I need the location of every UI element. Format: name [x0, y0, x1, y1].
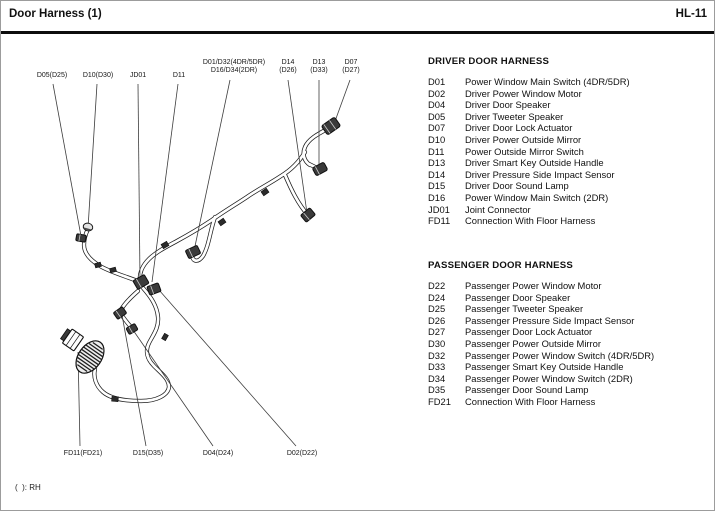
callout-text-line: (D26): [279, 67, 297, 75]
callout-text-line: D16/D34(2DR): [210, 67, 258, 75]
connector-description: Passenger Smart Key Outside Handle: [465, 361, 624, 373]
connector-description: Driver Tweeter Speaker: [465, 110, 564, 122]
connector-code: D13: [428, 157, 446, 169]
diagram-callout-label: [279, 59, 297, 76]
connector-list: [428, 76, 712, 227]
connector-d13: [312, 162, 328, 176]
connector-description: Power Outside Mirror Switch: [465, 145, 584, 157]
diagram-callout-label: [203, 450, 233, 458]
connector-code: FD21: [428, 395, 451, 407]
connector-description: Passenger Power Outside Mirror: [465, 337, 601, 349]
connector-description: Driver Power Outside Mirror: [465, 133, 582, 145]
connector-list-row: [428, 180, 712, 192]
connector-list-row: [428, 373, 712, 385]
connector-list-row: [428, 280, 712, 292]
connector-description: Passenger Pressure Side Impact Sensor: [465, 314, 635, 326]
connector-d02: [147, 283, 161, 296]
connector-code: FD11: [428, 215, 451, 227]
callout-text-line: D15(D35): [132, 450, 164, 457]
connector-description: Joint Connector: [465, 203, 531, 215]
connector-description: Passenger Power Window Switch (2DR): [465, 372, 633, 384]
connector-list-row: [428, 88, 712, 100]
connector-code: D32: [428, 349, 446, 361]
callout-text-line: D10(D30): [82, 72, 114, 79]
connector-code: D22: [428, 280, 446, 291]
rh-footnote: ( ): RH: [15, 483, 41, 492]
connector-list-row: [428, 157, 712, 169]
section-heading: DRIVER DOOR HARNESS: [428, 56, 550, 67]
connector-list: [428, 280, 712, 408]
diagram-callout-label: [37, 72, 67, 80]
connector-list-row: [428, 215, 712, 227]
callout-text-line: D13: [312, 59, 326, 66]
connector-code: D07: [428, 122, 446, 134]
connector-d10: [82, 222, 93, 232]
connector-list-row: [428, 338, 712, 350]
page-number: HL-11: [675, 8, 707, 20]
callout-text-line: (D33): [310, 67, 328, 75]
connector-list-row: [428, 192, 712, 204]
connector-code: D30: [428, 337, 446, 349]
connector-code: D16: [428, 191, 446, 203]
connector-description: Driver Smart Key Outside Handle: [465, 157, 604, 169]
connector-list-row: [428, 111, 712, 123]
connector-fd11: [59, 327, 83, 351]
connector-list-row: [428, 303, 712, 315]
connector-list-row: [428, 134, 712, 146]
connector-code: D14: [428, 168, 446, 180]
connector-description: Passenger Power Window Motor: [465, 280, 602, 291]
connector-list-row: [428, 315, 712, 327]
connector-list-row: [428, 99, 712, 111]
connector-code: D34: [428, 372, 446, 384]
connector-list-row: [428, 350, 712, 362]
connector-list-row: [428, 326, 712, 338]
connector-d01-d32: [185, 245, 201, 259]
harness-tubes: [84, 127, 331, 401]
diagram-callout-label: [83, 72, 113, 80]
connector-description: Passenger Door Sound Lamp: [465, 384, 589, 396]
harness-clips: [95, 188, 269, 401]
connector-list-row: [428, 122, 712, 134]
connector-code: JD01: [428, 203, 450, 215]
connector-description: Driver Door Sound Lamp: [465, 180, 569, 192]
connector-description: Passenger Door Speaker: [465, 291, 571, 303]
diagram-callout-label: [173, 72, 185, 80]
passenger-door-harness-section: [428, 260, 712, 408]
diagram-callout-label: [203, 59, 265, 76]
connector-list-row: [428, 384, 712, 396]
diagram-callout-label: [133, 450, 163, 458]
connector-code: D27: [428, 326, 446, 338]
callout-text-line: D01/D32(4DR/5DR): [202, 59, 266, 66]
page-title: Door Harness (1): [9, 8, 102, 20]
connector-description: Driver Pressure Side Impact Sensor: [465, 168, 615, 180]
connector-list-row: [428, 146, 712, 158]
connector-description: Connection With Floor Harness: [465, 395, 596, 407]
connector-list-row: [428, 361, 712, 373]
callout-text-line: JD01: [129, 72, 147, 79]
connector-code: D26: [428, 314, 446, 326]
driver-door-harness-section: [428, 56, 712, 227]
connector-code: D04: [428, 99, 446, 111]
callout-text-line: D04(D24): [202, 450, 234, 457]
section-heading: PASSENGER DOOR HARNESS: [428, 260, 573, 271]
callout-text-line: D07: [344, 59, 358, 66]
connector-code: D02: [428, 87, 446, 99]
connector-description: Driver Power Window Motor: [465, 87, 582, 99]
connector-description: Connection With Floor Harness: [465, 215, 596, 227]
connector-code: D01: [428, 76, 446, 87]
connector-code: D35: [428, 384, 446, 396]
connector-description: Passenger Door Lock Actuator: [465, 326, 593, 338]
connector-list-row: [428, 204, 712, 216]
connector-list-row: [428, 396, 712, 408]
connector-code: D11: [428, 145, 445, 157]
connector-code: D33: [428, 361, 446, 373]
connector-list-row: [428, 169, 712, 181]
callout-text-line: (D27): [342, 67, 360, 75]
connector-list-row: [428, 292, 712, 304]
connector-description: Driver Door Speaker: [465, 99, 551, 111]
connector-code: D24: [428, 291, 446, 303]
connector-description: Driver Door Lock Actuator: [465, 122, 573, 134]
connector-description: Passenger Power Window Switch (4DR/5DR): [465, 349, 655, 361]
diagram-callout-label: [287, 450, 317, 458]
callout-text-line: D05(D25): [36, 72, 68, 79]
connector-code: D15: [428, 180, 446, 192]
callout-text-line: FD11(FD21): [63, 450, 103, 457]
connector-description: Passenger Tweeter Speaker: [465, 303, 584, 315]
connector-code: D05: [428, 110, 446, 122]
callout-text-line: D14: [281, 59, 295, 66]
connector-code: D25: [428, 303, 446, 315]
diagram-callout-label: [130, 72, 146, 80]
connector-description: Power Window Main Switch (4DR/5DR): [465, 76, 630, 87]
callout-text-line: D02(D22): [286, 450, 318, 457]
callout-text-line: D11: [172, 72, 186, 79]
connector-jd01: [133, 274, 149, 289]
diagram-callout-label: [342, 59, 360, 76]
connector-list-row: [428, 76, 712, 88]
connector-d05: [76, 234, 87, 243]
connector-code: D10: [428, 133, 446, 145]
connector-description: Power Window Main Switch (2DR): [465, 191, 609, 203]
diagram-callout-label: [64, 450, 102, 458]
diagram-callout-label: [310, 59, 328, 76]
